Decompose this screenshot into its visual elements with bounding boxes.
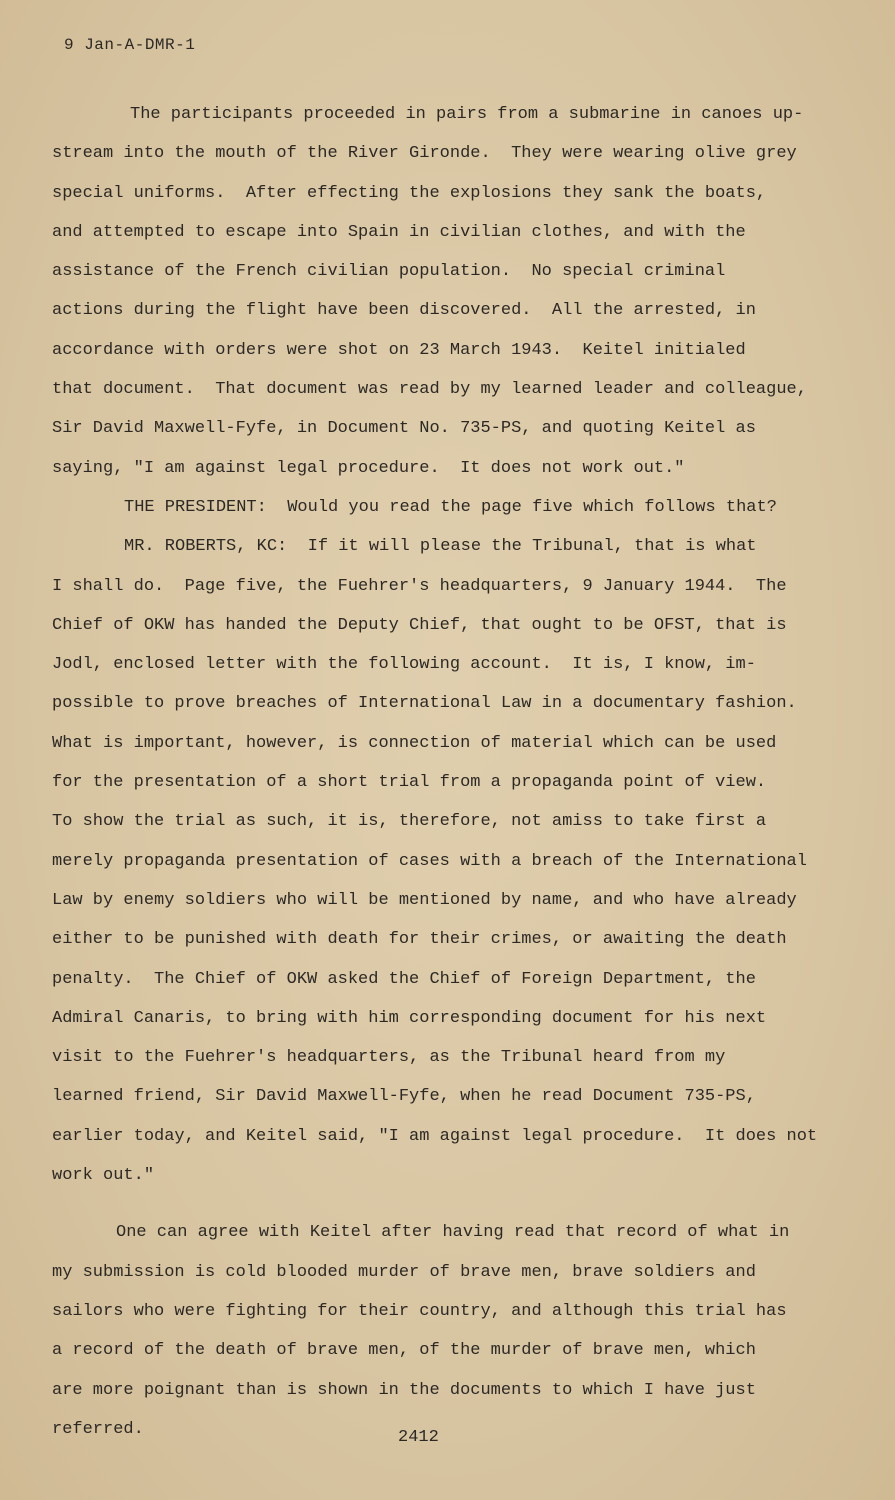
text-line: a record of the death of brave men, of the murder of brave men, which: [52, 1341, 756, 1361]
text-line: stream into the mouth of the River Gironde. They were wearing olive grey: [52, 144, 797, 164]
text-line: The participants proceeded in pairs from a submarine in canoes up-: [130, 105, 804, 124]
text-line: I shall do. Page five, the Fuehrer's headquarters, 9 January 1944. The: [52, 576, 787, 596]
text-line: my submission is cold blooded murder of brave men, brave soldiers and: [52, 1262, 756, 1282]
text-line: Jodl, enclosed letter with the following account. It is, I know, im-: [52, 655, 756, 675]
text-line: for the presentation of a short trial from a propaganda point of view.: [52, 773, 767, 793]
text-line: saying, "I am against legal procedure. It does not work out.": [52, 458, 685, 478]
text-line: accordance with orders were shot on 23 March 1943. Keitel initialed: [52, 340, 746, 360]
text-line: Sir David Maxwell-Fyfe, in Document No. 735-PS, and quoting Keitel as: [52, 419, 756, 439]
text-line: are more poignant than is shown in the documents to which I have just: [52, 1380, 756, 1400]
paragraph-2: [52, 488, 782, 527]
paragraph-3: [52, 527, 818, 1195]
text-line: special uniforms. After effecting the explosions they sank the boats,: [52, 183, 767, 203]
page-number: 2412: [398, 1428, 439, 1447]
text-line: learned friend, Sir David Maxwell-Fyfe, when he read Document 735-PS,: [52, 1087, 756, 1107]
text-line: earlier today, and Keitel said, "I am against legal procedure. It does not: [52, 1126, 818, 1146]
text-line: sailors who were fighting for their country, and although this trial has: [52, 1301, 787, 1321]
paragraph-spacer: [52, 1195, 782, 1213]
text-line: referred.: [52, 1419, 144, 1439]
text-line: penalty. The Chief of OKW asked the Chief of Foreign Department, the: [52, 969, 756, 989]
text-line: One can agree with Keitel after having read that record of what in: [116, 1223, 790, 1243]
text-line: possible to prove breaches of International Law in a documentary fashion.: [52, 694, 797, 714]
text-line: work out.": [52, 1166, 155, 1186]
paragraph-1: [52, 95, 807, 488]
text-line: MR. ROBERTS, KC: If it will please the Tribunal, that is what: [124, 537, 757, 557]
text-line: assistance of the French civilian population. No special criminal: [52, 262, 726, 282]
text-line: visit to the Fuehrer's headquarters, as the Tribunal heard from my: [52, 1048, 726, 1068]
text-line: THE PRESIDENT: Would you read the page five which follows that?: [124, 497, 777, 517]
document-header-id: 9 Jan-A-DMR-1: [64, 36, 196, 54]
text-line: either to be punished with death for their crimes, or awaiting the death: [52, 930, 787, 950]
document-body: [52, 95, 818, 1449]
text-line: Chief of OKW has handed the Deputy Chief, that ought to be OFST, that is: [52, 615, 787, 635]
text-line: Law by enemy soldiers who will be mentioned by name, and who have already: [52, 890, 797, 910]
text-line: actions during the flight have been discovered. All the arrested, in: [52, 301, 756, 321]
paragraph-4: [52, 1213, 790, 1449]
text-line: Admiral Canaris, to bring with him corresponding document for his next: [52, 1008, 767, 1028]
text-line: that document. That document was read by my learned leader and colleague,: [52, 380, 807, 400]
text-line: merely propaganda presentation of cases with a breach of the International: [52, 851, 807, 871]
text-line: What is important, however, is connection of material which can be used: [52, 733, 777, 753]
text-line: To show the trial as such, it is, therefore, not amiss to take first a: [52, 812, 767, 832]
text-line: and attempted to escape into Spain in civilian clothes, and with the: [52, 222, 746, 242]
